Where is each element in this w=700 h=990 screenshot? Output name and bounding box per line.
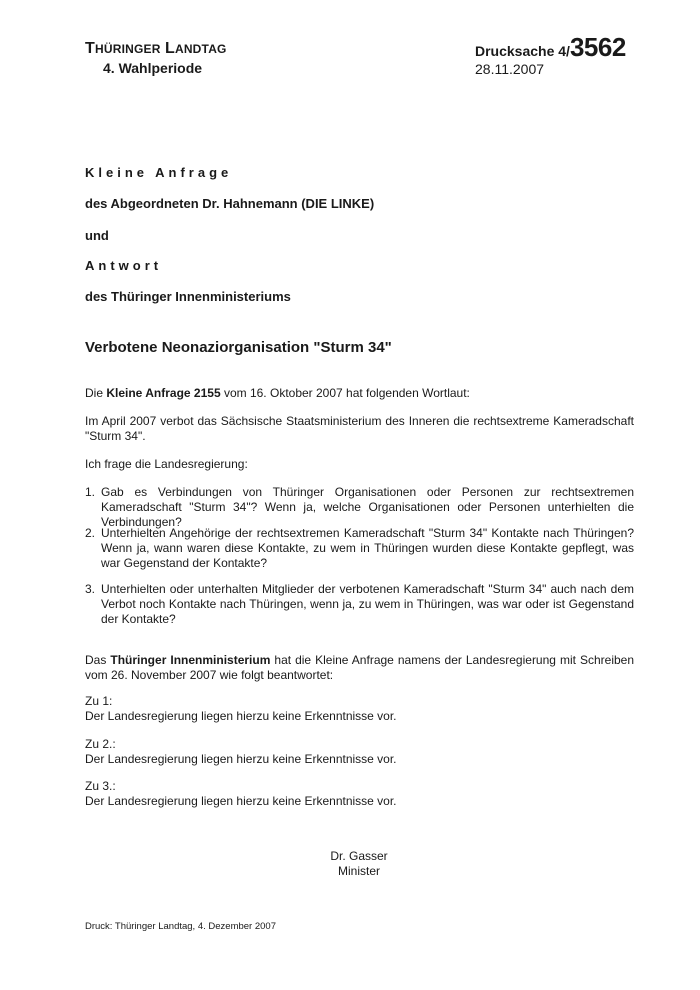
preamble-paragraph: Im April 2007 verbot das Sächsische Staatsministerium des Inneren die rechtsextreme Kameradschaft "Sturm 34". <box>85 414 634 443</box>
answer-intro-suffix: hat die Kleine Anfrage namens der Landesregierung mit Schreiben vom 26. November 2007 wie folgt beantwortet: <box>85 653 634 682</box>
answer-label: Zu 2.: <box>85 737 116 751</box>
answer-intro <box>85 653 634 683</box>
question-item <box>85 485 634 530</box>
question-intro-prefix: Die <box>85 386 107 400</box>
document-reference <box>475 32 626 77</box>
answer-block <box>85 694 397 724</box>
signature-name: Dr. Gasser <box>330 849 388 863</box>
parliament-rest-2: ANDTAG <box>174 42 227 56</box>
question-text: Unterhielten oder unterhalten Mitglieder der verbotenen Kameradschaft "Sturm 34" auch nach dem Verbot noch Kontakte nach Thüringen, wenn ja, zu wem in Thüringen, was war oder ist Gegenstand der Kontakte? <box>101 582 634 626</box>
answer-intro-prefix: Das <box>85 653 111 667</box>
answer-intro-bold: Thüringer Innenministerium <box>110 653 271 667</box>
parliament-name <box>85 40 227 58</box>
question-intro-suffix: vom 16. Oktober 2007 hat folgenden Wortlaut: <box>220 386 470 400</box>
answer-block <box>85 737 397 767</box>
parliament-rest-1: HÜRINGER <box>94 42 161 56</box>
und-line: und <box>85 228 109 243</box>
election-period: 4. Wahlperiode <box>103 60 203 76</box>
signature-role: Minister <box>337 864 380 878</box>
drucksache-line <box>475 32 626 63</box>
answer-text: Der Landesregierung liegen hierzu keine Erkenntnisse vor. <box>85 752 397 766</box>
question-intro <box>85 386 470 401</box>
questioner-line: des Abgeordneten Dr. Hahnemann (DIE LINKE) <box>85 196 375 211</box>
answer-text: Der Landesregierung liegen hierzu keine Erkenntnisse vor. <box>85 709 397 723</box>
question-number: 1. <box>85 485 96 499</box>
question-number: 3. <box>85 582 96 596</box>
parliament-header <box>85 40 227 76</box>
question-item <box>85 526 634 571</box>
answer-label: Zu 1: <box>85 694 113 708</box>
answer-label: Zu 3.: <box>85 779 116 793</box>
drucksache-number: 3562 <box>569 32 626 62</box>
ministry-line: des Thüringer Innenministeriums <box>85 289 291 304</box>
signature-block <box>300 849 418 879</box>
parliament-initial-2: L <box>164 40 175 57</box>
question-intro-bold: Kleine Anfrage 2155 <box>106 386 221 400</box>
kleine-anfrage-heading: Kleine Anfrage <box>85 165 233 180</box>
subject-title: Verbotene Neonaziorganisation "Sturm 34" <box>85 339 392 356</box>
document-date: 28.11.2007 <box>475 61 545 77</box>
question-item <box>85 582 634 627</box>
antwort-heading: Antwort <box>85 258 163 273</box>
answer-block <box>85 779 397 809</box>
ask-line: Ich frage die Landesregierung: <box>85 457 248 471</box>
answer-text: Der Landesregierung liegen hierzu keine Erkenntnisse vor. <box>85 794 397 808</box>
print-footer: Druck: Thüringer Landtag, 4. Dezember 2007 <box>85 921 276 932</box>
drucksache-label: Drucksache 4/ <box>475 43 570 59</box>
question-number: 2. <box>85 526 96 540</box>
parliament-initial-1: T <box>85 40 95 57</box>
question-text: Unterhielten Angehörige der rechtsextremen Kameradschaft "Sturm 34" Kontakte nach Thüringen? Wenn ja, wann waren diese Kontakte, zu wem in Thüringen wurden diese Kontakte gepflegt, was war Gegenstand der Kontakte? <box>101 526 634 570</box>
question-text: Gab es Verbindungen von Thüringer Organisationen oder Personen zur rechtsextremen Kameradschaft "Sturm 34"? Wenn ja, welche Organisationen oder Personen unterhielten die Verbindungen? <box>101 485 634 529</box>
